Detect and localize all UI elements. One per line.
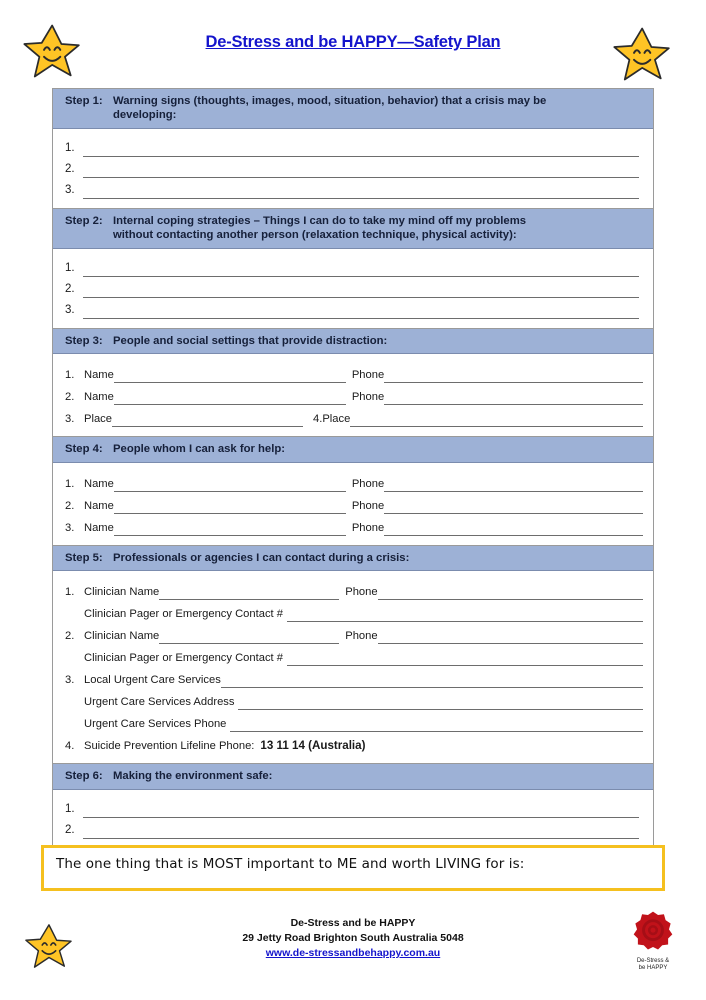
blank-line-input[interactable]	[83, 303, 639, 319]
page-header	[0, 0, 706, 86]
step-body-2	[53, 249, 653, 328]
blank-line-input[interactable]	[83, 823, 639, 839]
step-body-4	[53, 463, 653, 545]
rule-row	[65, 256, 643, 277]
clinician-name-label: Clinician Name	[84, 630, 160, 643]
rule-row	[65, 277, 643, 298]
clinician-name-label: Clinician Name	[84, 586, 160, 599]
blank-line-input[interactable]	[83, 261, 639, 277]
lifeline-label: Suicide Prevention Lifeline Phone:	[84, 740, 255, 753]
phone-input[interactable]	[378, 629, 643, 644]
lifeline-row	[65, 732, 643, 754]
pager-label: Clinician Pager or Emergency Contact #	[84, 608, 283, 621]
pager-input[interactable]	[287, 651, 643, 666]
urgent-care-address-label: Urgent Care Services Address	[84, 696, 235, 709]
phone-input[interactable]	[384, 390, 643, 405]
step-title-2-line2: without contacting another person (relaxation technique, physical activity):	[113, 229, 517, 242]
name-label: Name	[84, 521, 114, 534]
urgent-care-address-row	[65, 688, 643, 710]
step-label-6: Step 6:	[65, 770, 103, 783]
row-number: 3.	[65, 413, 75, 426]
phone-input[interactable]	[384, 477, 643, 492]
name-label: Name	[84, 499, 114, 512]
contact-row	[65, 514, 643, 536]
page-footer	[0, 916, 706, 961]
step-block-6	[53, 764, 653, 847]
clinician-row	[65, 578, 643, 600]
name-label: Name	[84, 369, 114, 382]
pager-row	[65, 600, 643, 622]
row-number: 2.	[65, 824, 75, 837]
name-label: Name	[84, 391, 114, 404]
name-label: Name	[84, 477, 114, 490]
step-body-3	[53, 354, 653, 436]
step-title-1-line2: developing:	[113, 109, 177, 122]
row-number: 1.	[65, 477, 75, 490]
step-label-1: Step 1:	[65, 95, 103, 107]
rule-row	[65, 178, 643, 199]
urgent-care-input[interactable]	[221, 673, 643, 688]
step-body-1	[53, 129, 653, 208]
contact-row	[65, 492, 643, 514]
name-input[interactable]	[114, 368, 346, 383]
urgent-care-phone-input[interactable]	[230, 717, 643, 732]
row-number: 2.	[65, 630, 75, 643]
row-number: 1.	[65, 369, 75, 382]
name-input[interactable]	[114, 499, 346, 514]
phone-input[interactable]	[378, 585, 643, 600]
page-title: De-Stress and be HAPPY—Safety Plan	[205, 33, 501, 51]
rule-row	[65, 298, 643, 319]
step-header-2	[53, 209, 653, 249]
row-number: 2.	[65, 283, 75, 296]
step-body-6	[53, 790, 653, 848]
most-important-box[interactable]	[41, 845, 665, 891]
urgent-care-address-input[interactable]	[238, 695, 643, 710]
row-number: 1.	[65, 142, 75, 155]
place-input[interactable]	[112, 412, 303, 427]
step-title-1	[113, 94, 653, 123]
row-number: 3.	[65, 521, 75, 534]
name-input[interactable]	[114, 521, 346, 536]
step-header-1	[53, 89, 653, 129]
seal-label-line2: be HAPPY	[638, 965, 668, 972]
step-title-4: People whom I can ask for help:	[113, 443, 286, 456]
clinician-row	[65, 622, 643, 644]
contact-row	[65, 383, 643, 405]
phone-input[interactable]	[384, 499, 643, 514]
footer-org: De-Stress and be HAPPY	[290, 917, 416, 929]
clinician-name-input[interactable]	[159, 585, 339, 600]
contact-row	[65, 470, 643, 492]
pager-row	[65, 644, 643, 666]
footer-website-link[interactable]: www.de-stressandbehappy.com.au	[265, 946, 441, 959]
row-number: 1.	[65, 586, 75, 599]
step-header-3	[53, 329, 653, 354]
step-block-3	[53, 329, 653, 437]
row-number: 3.	[65, 184, 75, 197]
place-row	[65, 405, 643, 427]
step-body-5	[53, 571, 653, 763]
step-title-2	[113, 214, 653, 243]
rule-row	[65, 818, 643, 839]
contact-row	[65, 361, 643, 383]
rule-row	[65, 136, 643, 157]
step-title-1-line1: Warning signs (thoughts, images, mood, situation, behavior) that a crisis may be	[113, 95, 547, 107]
urgent-care-phone-row	[65, 710, 643, 732]
name-input[interactable]	[114, 390, 346, 405]
step-header-4	[53, 437, 653, 462]
blank-line-input[interactable]	[83, 141, 639, 157]
rule-row	[65, 157, 643, 178]
step-title-6: Making the environment safe:	[113, 770, 273, 783]
row-number: 3.	[65, 674, 75, 687]
step-block-4	[53, 437, 653, 545]
step-block-1	[53, 89, 653, 209]
phone-label: Phone	[351, 391, 385, 404]
row-number-2: 4.	[313, 413, 323, 426]
urgent-care-row	[65, 666, 643, 688]
place-label: Place	[84, 413, 112, 426]
step-label-5: Step 5:	[65, 551, 103, 564]
step-title-3: People and social settings that provide distraction:	[113, 334, 388, 347]
step-label-4: Step 4:	[65, 443, 103, 456]
seal-label	[620, 958, 686, 972]
place-label-2: Place	[322, 413, 351, 426]
phone-input[interactable]	[384, 368, 643, 383]
urgent-care-phone-label: Urgent Care Services Phone	[84, 718, 227, 731]
phone-input[interactable]	[384, 521, 643, 536]
safety-plan-table	[52, 88, 654, 849]
step-title-5: Professionals or agencies I can contact during a crisis:	[113, 551, 410, 564]
phone-label: Phone	[351, 499, 385, 512]
row-number: 2.	[65, 499, 75, 512]
wax-seal-logo-icon	[620, 910, 686, 972]
row-number: 1.	[65, 803, 75, 816]
rule-row	[65, 797, 643, 818]
name-input[interactable]	[114, 477, 346, 492]
step-label-2: Step 2:	[65, 214, 103, 227]
blank-line-input[interactable]	[83, 162, 639, 178]
blank-line-input[interactable]	[83, 802, 639, 818]
clinician-name-input[interactable]	[159, 629, 339, 644]
step-block-5	[53, 546, 653, 764]
row-number: 2.	[65, 391, 75, 404]
place-input-2[interactable]	[350, 412, 643, 427]
phone-label: Phone	[351, 369, 385, 382]
phone-label: Phone	[351, 521, 385, 534]
step-label-3: Step 3:	[65, 334, 103, 347]
urgent-care-label: Local Urgent Care Services	[84, 674, 221, 687]
step-block-2	[53, 209, 653, 329]
step-header-6	[53, 764, 653, 789]
row-number: 4.	[65, 740, 75, 753]
blank-line-input[interactable]	[83, 183, 639, 199]
blank-line-input[interactable]	[83, 282, 639, 298]
phone-label: Phone	[345, 586, 378, 599]
pager-label: Clinician Pager or Emergency Contact #	[84, 652, 283, 665]
seal-label-line1: De-Stress &	[636, 958, 670, 964]
step-title-2-line1: Internal coping strategies – Things I can do to take my mind off my problems	[113, 214, 527, 227]
row-number: 3.	[65, 304, 75, 317]
step-header-5	[53, 546, 653, 571]
most-important-prompt: The one thing that is MOST important to ME and worth LIVING for is:	[56, 856, 525, 872]
phone-label: Phone	[345, 630, 378, 643]
footer-address: 29 Jetty Road Brighton South Australia 5048	[242, 931, 464, 944]
pager-input[interactable]	[287, 607, 643, 622]
phone-label: Phone	[351, 477, 385, 490]
row-number: 1.	[65, 262, 75, 275]
lifeline-value: 13 11 14 (Australia)	[260, 739, 366, 753]
row-number: 2.	[65, 163, 75, 176]
